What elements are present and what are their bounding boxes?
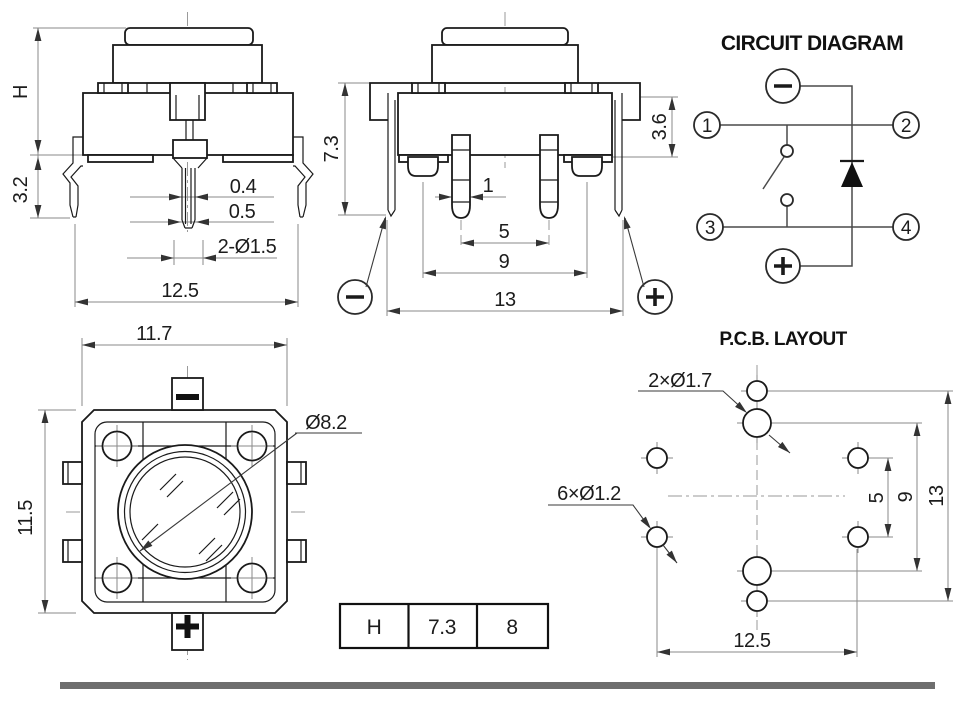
pcb-layout <box>548 329 953 657</box>
pcb-hole-large-bottom <box>743 557 771 585</box>
pcb-hole-right-upper <box>848 448 868 468</box>
pcb-hole-right-lower <box>848 527 868 547</box>
side-body <box>398 93 612 155</box>
front-dim-pin-length: 3.2 <box>10 176 32 204</box>
front-dim-body-width: 12.5 <box>161 280 199 302</box>
pcb-label-small-holes: 6×Ø1.2 <box>557 483 621 505</box>
circuit-plus <box>766 249 800 283</box>
pcb-hole-left-upper <box>647 448 667 468</box>
pcb-hole-small-top <box>747 381 767 401</box>
top-dim-button-dia: Ø8.2 <box>305 412 347 434</box>
front-dim-holes: 2-Ø1.5 <box>217 236 277 258</box>
switch-contact-bottom <box>781 194 793 206</box>
pcb-dim-terminal-pitch: 9 <box>895 491 917 503</box>
side-bump-right <box>565 83 598 93</box>
terminal-3-label: 3 <box>704 218 716 239</box>
front-leg-right <box>293 137 313 217</box>
pcb-hole-small-bottom <box>747 591 767 611</box>
circuit-diagram <box>694 32 919 283</box>
pcb-dim-lines <box>657 391 953 657</box>
side-pin-right <box>540 135 558 218</box>
side-dim-pin-width: 1 <box>482 175 494 197</box>
front-dim-pin-width-outer: 0.5 <box>228 201 256 223</box>
side-button-cap-top <box>442 28 568 45</box>
table-cell-h: H <box>366 616 382 639</box>
terminal-2-label: 2 <box>900 116 912 137</box>
front-lip-left <box>88 155 153 162</box>
front-led-pins <box>182 168 195 228</box>
circuit-terminals <box>694 112 919 240</box>
pcb-dim-arrows <box>657 391 951 655</box>
table-cell-7-3: 7.3 <box>428 616 456 639</box>
front-bump-left <box>98 83 128 93</box>
top-dim-width: 11.7 <box>136 323 172 345</box>
side-terminal-left <box>408 157 438 176</box>
front-led-stem <box>170 83 205 120</box>
spec-table <box>340 604 548 648</box>
switch-contact-top <box>781 145 793 157</box>
front-button-cap-top <box>125 28 253 45</box>
top-tab-plus <box>172 613 203 650</box>
side-dim-overall-width: 13 <box>494 289 516 311</box>
front-led-collar <box>173 140 207 158</box>
terminal-1-label: 1 <box>701 116 713 137</box>
side-dim-bracket-height: 7.3 <box>321 135 343 163</box>
side-polarity-plus <box>621 215 672 314</box>
side-polarity-minus <box>338 215 389 314</box>
front-dim-pin-width-inner: 0.4 <box>229 176 257 198</box>
terminal-4-label: 4 <box>900 218 912 239</box>
side-terminal-right <box>572 157 602 176</box>
minus-icon <box>176 394 199 400</box>
pcb-dim-pin-pitch: 5 <box>866 492 888 504</box>
pcb-dim-width: 12.5 <box>733 630 771 652</box>
front-bump-right <box>247 83 277 93</box>
side-pin-left <box>452 135 470 218</box>
pcb-hole-large-top <box>743 409 771 437</box>
side-view <box>321 12 678 316</box>
side-dim-body-height: 3.6 <box>649 113 671 141</box>
circuit-title: CIRCUIT DIAGRAM <box>720 32 904 55</box>
table-cell-8: 8 <box>506 616 518 639</box>
front-dim-height: H <box>10 84 32 100</box>
diode-icon <box>840 161 864 187</box>
pcb-leader-small-holes <box>548 483 680 565</box>
bottom-divider <box>60 682 935 689</box>
front-leg-left <box>63 137 83 217</box>
circuit-minus <box>766 69 800 103</box>
pcb-label-large-holes: 2×Ø1.7 <box>648 370 712 392</box>
pcb-hole-left-lower <box>647 527 667 547</box>
side-bump-left <box>412 83 445 93</box>
side-dim-terminal-pitch: 9 <box>498 251 510 273</box>
top-view <box>15 323 362 660</box>
side-dim-pin-pitch: 5 <box>498 221 510 243</box>
circuit-wires <box>720 86 893 266</box>
pcb-dim-overall: 13 <box>926 485 948 507</box>
side-button-cap <box>432 45 578 83</box>
front-lip-right <box>223 155 293 162</box>
top-dim-height: 11.5 <box>15 500 37 536</box>
front-button-cap <box>113 45 262 83</box>
pcb-leader-large-holes <box>638 370 792 456</box>
top-tab-minus <box>172 378 203 410</box>
front-view <box>10 12 313 307</box>
pcb-title: P.C.B. LAYOUT <box>719 329 847 350</box>
top-button <box>118 445 252 579</box>
